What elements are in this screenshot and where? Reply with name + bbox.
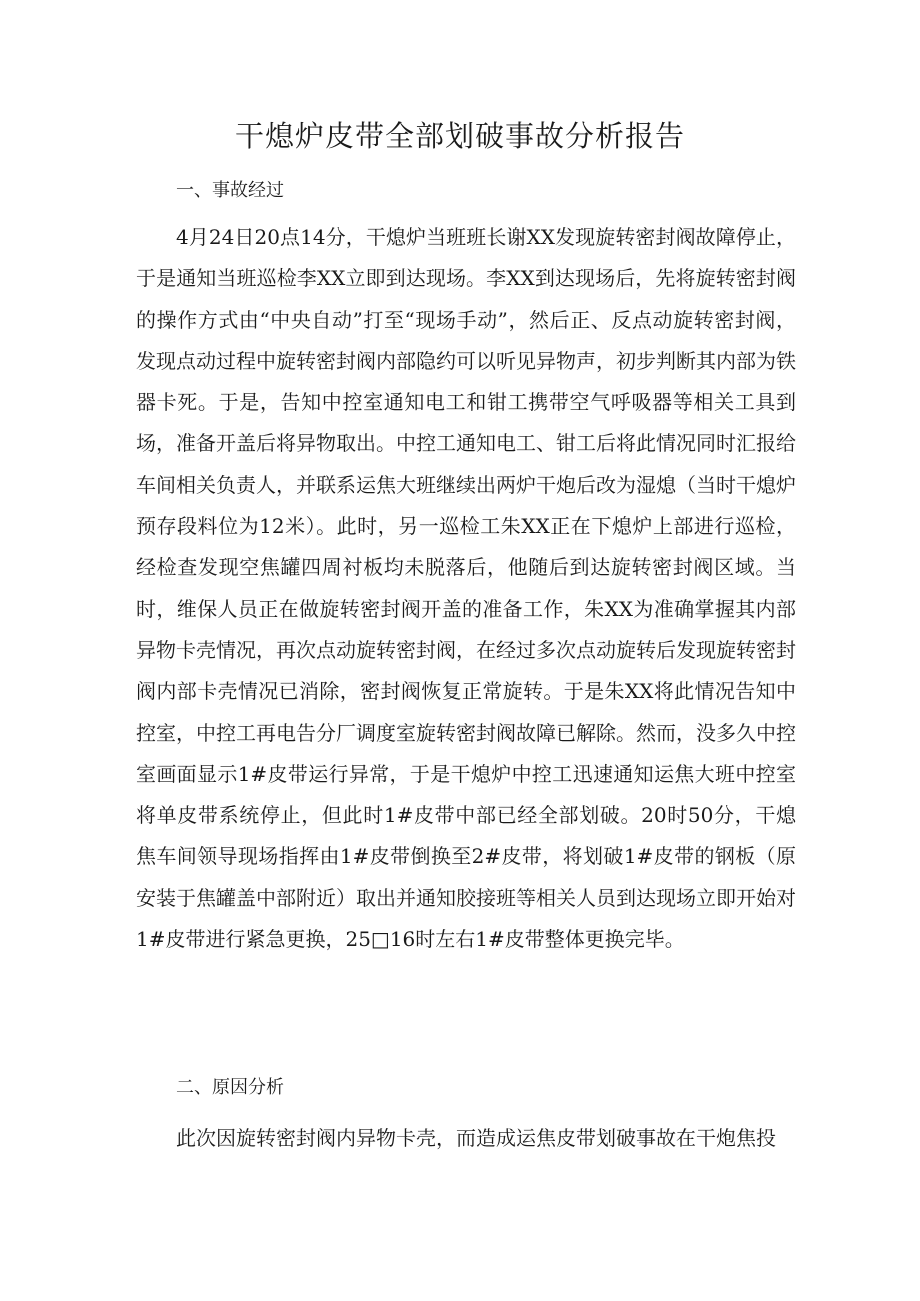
section-heading-cause-analysis: 二、原因分析 <box>176 1077 284 1098</box>
section-paragraph-accident-process: 4月24日20点14分，干熄炉当班班长谢XX发现旋转密封阀故障停止，于是通知当班巡检李XX立即到达现场。李XX到达现场后，先将旋转密封阀的操作方式由“中央自动”打至“现场手动”，然后正、反点动旋转密封阀，发现点动过程中旋转密封阀内部隐约可以听见异物声，初步判断其内部为铁器卡死。于是，告知中控室通知电工和钳工携带空气呼吸器等相关工具到场，准备开盖后将异物取出。中控工通知电工、钳工后将此情况同时汇报给车间相关负责人，并联系运焦大班继续出两炉干炮后改为湿熄（当时干熄炉预存段料位为12米）。此时，另一巡检工朱XX正在下熄炉上部进行巡检，经检查发现空焦罐四周衬板均未脱落后，他随后到达旋转密封阀区域。当时，维保人员正在做旋转密封阀开盖的准备工作，朱XX为准确掌握其内部异物卡壳情况，再次点动旋转密封阀，在经过多次点动旋转后发现旋转密封阀内部卡壳情况已消除，密封阀恢复正常旋转。于是朱XX将此情况告知中控室，中控工再电告分厂调度室旋转密封阀故障已解除。然而，没多久中控室画面显示1#皮带运行异常，于是干熄炉中控工迅速通知运焦大班中控室将单皮带系统停止，但此时1#皮带中部已经全部划破。20时50分，干熄焦车间领导现场指挥由1#皮带倒换至2#皮带，将划破1#皮带的钢板（原安装于焦罐盖中部附近）取出并通知胶接班等相关人员到达现场立即开始对1#皮带进行紧急更换，25□16时左右1#皮带整体更换完毕。 <box>136 225 796 952</box>
document-title: 干熄炉皮带全部划破事故分析报告 <box>234 119 685 153</box>
section-heading-accident-process: 一、事故经过 <box>176 180 284 201</box>
section-paragraph-cause-analysis: 此次因旋转密封阀内异物卡壳，而造成运焦皮带划破事故在干炮焦投 <box>176 1126 776 1150</box>
